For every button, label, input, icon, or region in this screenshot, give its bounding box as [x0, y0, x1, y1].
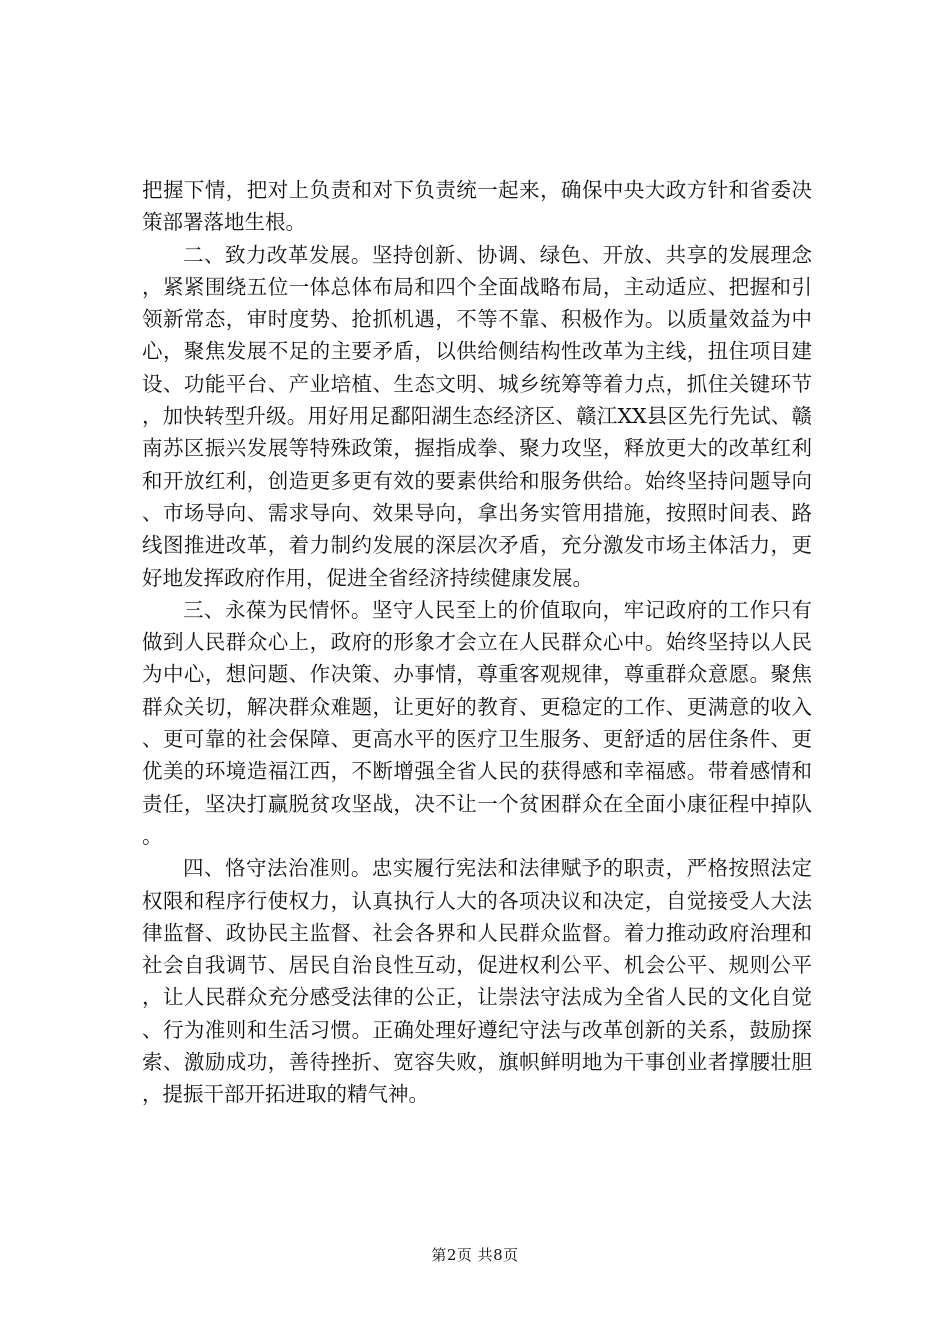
document-body — [142, 174, 812, 1111]
paragraph-rule-of-law: 四、恪守法治准则。忠实履行宪法和法律赋予的职责，严格按照法定权限和程序行使权力，认真执行人大的各项决议和决定，自觉接受人大法律监督、政协民主监督、社会各界和人民群众监督。着力推动政府治理和社会自我调节、居民自治良性互动，促进权利公平、机会公平、规则公平，让人民群众充分感受法律的公正，让崇法守法成为全省人民的文化自觉、行为准则和生活习惯。正确处理好遵纪守法与改革创新的关系，鼓励探索、激励成功，善待挫折、宽容失败，旗帜鲜明地为干事创业者撑腰壮胆，提振干部开拓进取的精气神。 — [142, 856, 812, 1107]
page-number-footer: 第2页 共8页 — [431, 1246, 519, 1264]
paragraph-people-oriented: 三、永葆为民情怀。坚守人民至上的价值取向，牢记政府的工作只有做到人民群众心上，政府的形象才会立在人民群众心中。始终坚持以人民为中心，想问题、作决策、办事情，尊重客观规律，尊重群众意愿。聚焦群众关切，解决群众难题，让更好的教育、更稳定的工作、更满意的收入、更可靠的社会保障、更高水平的医疗卫生服务、更舒适的居住条件、更优美的环境造福江西，不断增强全省人民的获得感和幸福感。带着感情和责任，坚决打赢脱贫攻坚战，决不让一个贫困群众在全面小康征程中掉队。 — [142, 597, 812, 848]
paragraph-reform-development: 二、致力改革发展。坚持创新、协调、绿色、开放、共享的发展理念，紧紧围绕五位一体总体布局和四个全面战略布局，主动适应、把握和引领新常态，审时度势、抢抓机遇，不等不靠、积极作为。以质量效益为中心，聚焦发展不足的主要矛盾，以供给侧结构性改革为主线，扭住项目建设、功能平台、产业培植、生态文明、城乡统筹等着力点，抓住关键环节，加快转型升级。用好用足鄱阳湖生态经济区、赣江XX县区先行先试、赣南苏区振兴发展等特殊政策，握指成拳、聚力攻坚，释放更大的改革红利和开放红利，创造更多更有效的要素供给和服务供给。始终坚持问题导向、市场导向、需求导向、效果导向，拿出务实管用措施，按照时间表、路线图推进改革，着力制约发展的深层次矛盾，充分激发市场主体活力，更好地发挥政府作用，促进全省经济持续健康发展。 — [142, 242, 812, 590]
paragraph-continuation: 把握下情，把对上负责和对下负责统一起来，确保中央大政方针和省委决策部署落地生根。 — [142, 178, 812, 235]
